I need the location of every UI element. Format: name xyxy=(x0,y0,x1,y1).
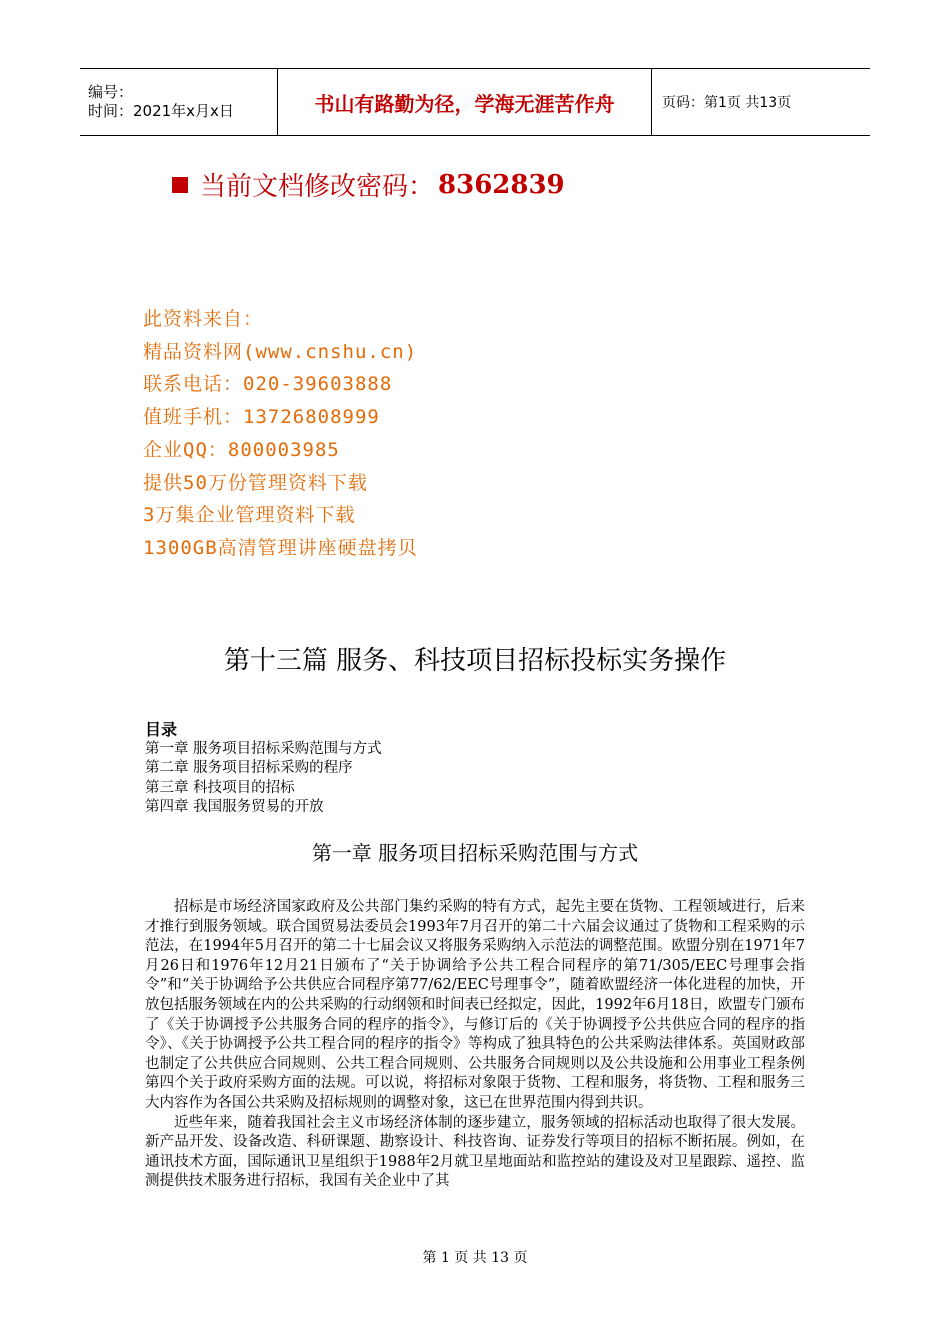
paragraph: 近些年来，随着我国社会主义市场经济体制的逐步建立，服务领域的招标活动也取得了很大发展。新产品开发、设备改造、科研课题、勘察设计、科技咨询、证券发行等项目的招标不断拓展。例如，在通讯技术方面，国际通讯卫星组织于1988年2月就卫星地面站和监控站的建设及对卫星跟踪、遥控、监测提供技术服务进行招标，我国有关企业中了其 xyxy=(145,1114,805,1190)
body-text xyxy=(145,898,805,1192)
source-line: 精品资料网(www.cnshu.cn) xyxy=(143,340,418,363)
toc-item[interactable]: 第四章 我国服务贸易的开放 xyxy=(145,799,324,815)
square-bullet-icon xyxy=(172,177,188,193)
source-line: 企业QQ：800003985 xyxy=(143,438,340,461)
page-header xyxy=(80,68,870,136)
paragraph: 招标是市场经济国家政府及公共部门集约采购的特有方式，起先主要在货物、工程领域进行，后来才推行到服务领域。联合国贸易法委员会1993年7月召开的第二十六届会议通过了货物和工程采购的示范法，在1994年5月召开的第二十七届会议又将服务采购纳入示范法的调整范围。欧盟分别在1971年7月26日和1976年12月21日颁布了“关于协调给予公共工程合同程序的第71/305/EEC号理事会指令”和“关于协调给予公共供应合同程序第77/62/EEC号理事令”，随着欧盟经济一体化进程的加快，开放包括服务领域在内的公共采购的行动纲领和时间表已经拟定，因此，1992年6月18日，欧盟专门颁布了《关于协调授予公共服务合同的程序的指令》，与修订后的《关于协调授予公共供应合同的程序的指令》、《关于协调授予公共工程合同的程序的指令》等构成了独具特色的公共采购法律体系。英国财政部也制定了公共供应合同规则、公共工程合同规则、公共服务合同规则以及公共设施和公用事业工程条例第四个关于政府采购方面的法规。可以说，将招标对象限于货物、工程和服务，将货物、工程和服务三大内容作为各国公共采购及招标规则的调整对象，这已在世界范围内得到共识。 xyxy=(145,899,805,1111)
password-label: 当前文档修改密码： xyxy=(200,172,435,202)
source-line: 值班手机：13726808999 xyxy=(143,406,380,429)
toc-item[interactable]: 第二章 服务项目招标采购的程序 xyxy=(145,760,353,776)
doc-number-label: 编号： xyxy=(88,83,134,101)
password-line xyxy=(172,166,565,203)
doc-date-label: 时间：2021年x月x日 xyxy=(88,102,234,120)
header-meta xyxy=(80,69,278,135)
toc-item[interactable]: 第三章 科技项目的招标 xyxy=(145,779,295,796)
source-line: 1300GB高清管理讲座硬盘拷贝 xyxy=(143,536,418,559)
document-title: 第十三篇 服务、科技项目招标投标实务操作 xyxy=(223,646,727,676)
page-info-text: 页码：第1页 共13页 xyxy=(662,95,792,111)
page-footer: 第 1 页 共 13 页 xyxy=(422,1250,528,1266)
source-line: 提供50万份管理资料下载 xyxy=(143,471,368,494)
chapter-title: 第一章 服务项目招标采购范围与方式 xyxy=(311,841,639,865)
header-page-info xyxy=(652,69,870,135)
table-of-contents xyxy=(145,720,382,818)
source-line: 此资料来自： xyxy=(143,308,264,330)
toc-heading: 目录 xyxy=(145,720,178,739)
header-motto xyxy=(278,69,652,135)
source-line: 联系电话：020-39603888 xyxy=(143,373,393,396)
motto-text: 书山有路勤为径，学海无涯苦作舟 xyxy=(314,91,615,116)
source-info xyxy=(143,303,418,565)
source-line: 3万集企业管理资料下载 xyxy=(143,504,356,527)
toc-item[interactable]: 第一章 服务项目招标采购范围与方式 xyxy=(145,740,382,757)
password-code: 8362839 xyxy=(438,169,565,200)
